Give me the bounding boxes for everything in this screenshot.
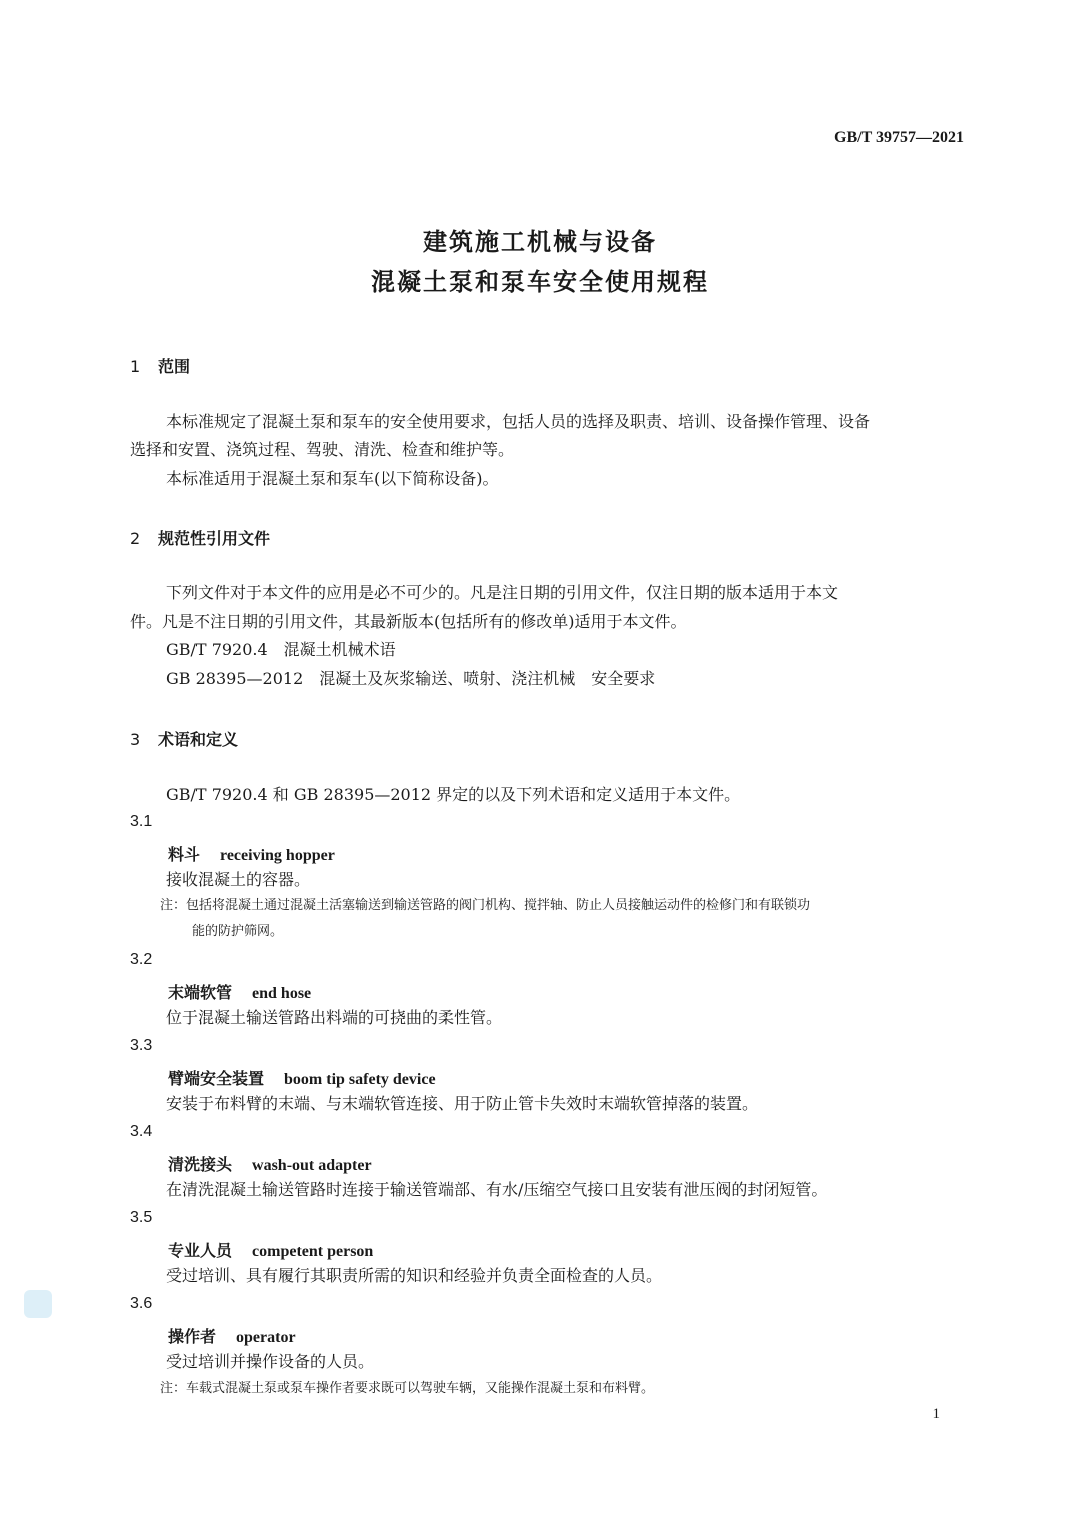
normative-reference-2: GB 28395—2012 混凝土及灰浆输送、喷射、浇注机械 安全要求 bbox=[166, 669, 656, 688]
term-number: 3.1 bbox=[130, 813, 153, 830]
term-definition: 受过培训、具有履行其职责所需的知识和经验并负责全面检查的人员。 bbox=[166, 1266, 663, 1285]
section-1-paragraph-1-line-1: 本标准规定了混凝土泵和泵车的安全使用要求，包括人员的选择及职责、培训、设备操作管理、设备 bbox=[166, 412, 871, 431]
term-chinese: 末端软管 bbox=[168, 983, 233, 1002]
term-name bbox=[168, 1324, 296, 1347]
standard-number: GB/T 39757—2021 bbox=[834, 129, 964, 146]
term-number: 3.2 bbox=[130, 951, 153, 968]
term-chinese: 专业人员 bbox=[168, 1241, 233, 1260]
term-english: boom tip safety device bbox=[284, 1071, 436, 1088]
section-3-intro: GB/T 7920.4 和 GB 28395—2012 界定的以及下列术语和定义适用于本文件。 bbox=[166, 785, 741, 804]
term-note-line-1: 注：包括将混凝土通过混凝土活塞输送到输送管路的阀门机构、搅拌轴、防止人员接触运动件的检修门和有联锁功 bbox=[160, 898, 811, 913]
normative-reference-1: GB/T 7920.4 混凝土机械术语 bbox=[166, 640, 396, 659]
term-name bbox=[168, 1238, 373, 1261]
term-number: 3.5 bbox=[130, 1209, 153, 1226]
term-chinese: 操作者 bbox=[168, 1327, 217, 1346]
section-number: 1 bbox=[130, 357, 141, 376]
term-english: wash-out adapter bbox=[252, 1157, 372, 1174]
term-note-line-2: 能的防护筛网。 bbox=[192, 924, 284, 939]
document-title-line-1: 建筑施工机械与设备 bbox=[423, 228, 657, 256]
term-english: end hose bbox=[252, 985, 312, 1002]
term-name bbox=[168, 1066, 436, 1089]
section-2-heading bbox=[130, 526, 270, 549]
section-number: 3 bbox=[130, 730, 141, 749]
term-definition: 接收混凝土的容器。 bbox=[166, 870, 311, 889]
term-name bbox=[168, 842, 335, 865]
term-name bbox=[168, 1152, 372, 1175]
term-number: 3.3 bbox=[130, 1037, 153, 1054]
section-title: 范围 bbox=[158, 357, 191, 376]
page-number: 1 bbox=[932, 1406, 940, 1422]
section-1-heading bbox=[130, 354, 190, 377]
section-1-paragraph-1-line-2: 选择和安置、浇筑过程、驾驶、清洗、检查和维护等。 bbox=[130, 440, 515, 459]
term-note-line-1: 注：车载式混凝土泵或泵车操作者要求既可以驾驶车辆，又能操作混凝土泵和布料臂。 bbox=[160, 1381, 655, 1396]
term-number: 3.4 bbox=[130, 1123, 153, 1140]
section-2-paragraph-line-2: 件。凡是不注日期的引用文件，其最新版本(包括所有的修改单)适用于本文件。 bbox=[130, 612, 687, 631]
term-english: receiving hopper bbox=[220, 847, 335, 864]
term-name bbox=[168, 980, 311, 1003]
term-chinese: 料斗 bbox=[168, 845, 201, 864]
term-definition: 位于混凝土输送管路出料端的可挠曲的柔性管。 bbox=[166, 1008, 503, 1027]
term-definition: 在清洗混凝土输送管路时连接于输送管端部、有水/压缩空气接口且安装有泄压阀的封闭短管。 bbox=[166, 1180, 828, 1199]
section-2-paragraph-line-1: 下列文件对于本文件的应用是必不可少的。凡是注日期的引用文件，仅注日期的版本适用于本文 bbox=[166, 583, 839, 602]
section-number: 2 bbox=[130, 529, 141, 548]
term-chinese: 清洗接头 bbox=[168, 1155, 233, 1174]
term-chinese: 臂端安全装置 bbox=[168, 1069, 265, 1088]
section-title: 规范性引用文件 bbox=[158, 529, 271, 548]
section-3-heading bbox=[130, 727, 238, 750]
term-english: competent person bbox=[252, 1243, 374, 1260]
term-definition: 受过培训并操作设备的人员。 bbox=[166, 1352, 375, 1371]
document-title-line-2: 混凝土泵和泵车安全使用规程 bbox=[371, 268, 709, 296]
term-english: operator bbox=[236, 1329, 296, 1346]
watermark-logo-icon bbox=[24, 1290, 52, 1318]
term-number: 3.6 bbox=[130, 1295, 153, 1312]
term-definition: 安装于布料臂的末端、与末端软管连接、用于防止管卡失效时末端软管掉落的装置。 bbox=[166, 1094, 759, 1113]
section-title: 术语和定义 bbox=[158, 730, 239, 749]
section-1-paragraph-2: 本标准适用于混凝土泵和泵车(以下简称设备)。 bbox=[166, 469, 499, 488]
